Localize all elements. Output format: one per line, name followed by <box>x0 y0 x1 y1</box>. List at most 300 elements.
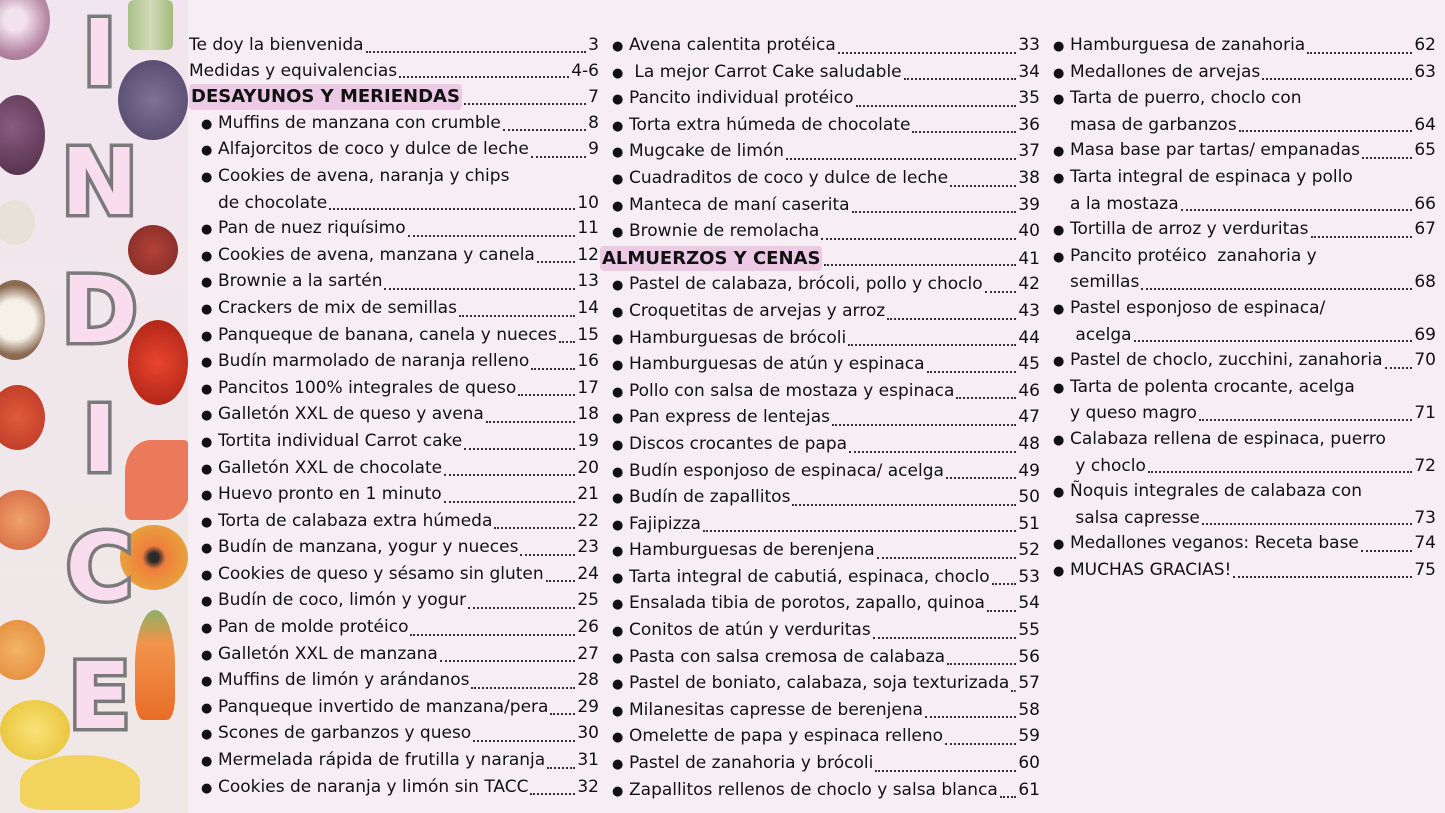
entry-title: Galletón XXL de manzana <box>218 643 438 664</box>
page-number: 33 <box>1018 35 1040 55</box>
entry-title: acelga <box>1070 324 1132 345</box>
index-entry <box>600 113 1040 140</box>
eggplant-illustration <box>0 95 45 175</box>
entry-title: DESAYUNOS Y MERIENDAS <box>189 84 462 110</box>
bullet-icon: ● <box>201 674 213 690</box>
page-number: 49 <box>1018 460 1040 481</box>
bullet-icon: ● <box>1053 380 1065 396</box>
page-number: 65 <box>1414 140 1436 161</box>
page-number: 48 <box>1018 433 1040 454</box>
leader-dots <box>873 637 1017 639</box>
entry-title: Conitos de atún y verduritas <box>629 620 871 641</box>
leader-dots <box>1181 209 1413 211</box>
leader-dots <box>518 394 575 396</box>
bullet-icon: ● <box>1053 170 1065 186</box>
entry-title: Omelette de papa y espinaca relleno <box>629 726 944 747</box>
bullet-icon: ● <box>612 703 624 719</box>
bullet-icon: ● <box>612 171 624 187</box>
bullet-icon: ● <box>201 434 213 450</box>
index-entry <box>600 751 1040 778</box>
index-entry <box>600 193 1040 220</box>
leader-dots <box>856 105 1017 107</box>
index-entry <box>600 698 1040 725</box>
bullet-icon: ● <box>612 517 624 533</box>
index-entry <box>189 588 599 615</box>
page-number: 39 <box>1018 194 1040 215</box>
entry-title: Hamburguesas de berenjena <box>629 540 875 561</box>
entry-title: Fajipizza <box>629 513 701 534</box>
leader-dots <box>703 530 1016 532</box>
index-entry <box>189 349 599 376</box>
bullet-icon: ● <box>201 275 213 291</box>
page-number: 40 <box>1018 221 1040 242</box>
leader-dots <box>531 368 575 370</box>
page-number: 63 <box>1414 61 1436 82</box>
peach-illustration <box>0 490 50 550</box>
entry-title: Mermelada rápida de frutilla y naranja <box>218 750 546 771</box>
bullet-icon: ● <box>1053 301 1065 317</box>
entry-title: Tortita individual Carrot cake <box>218 430 463 451</box>
bullet-icon: ● <box>612 730 624 746</box>
leader-dots <box>399 76 569 78</box>
page-number: 18 <box>577 404 599 425</box>
entry-title: Pastel esponjoso de espinaca/ <box>1070 297 1326 318</box>
page-number: 11 <box>577 218 599 239</box>
entry-title: Hamburguesas de atún y espinaca <box>629 354 925 375</box>
page-number: 25 <box>577 590 599 611</box>
index-entry <box>600 272 1040 299</box>
page-number: 50 <box>1018 487 1040 508</box>
entry-title: a la mostaza <box>1070 193 1179 214</box>
page-number: 10 <box>577 192 599 213</box>
index-entry <box>600 512 1040 539</box>
page-number: 27 <box>577 643 599 664</box>
bullet-icon: ● <box>1053 249 1065 265</box>
entry-title: Medallones de arvejas <box>1070 61 1261 82</box>
coconut-illustration <box>0 280 45 360</box>
bullet-icon: ● <box>612 624 624 640</box>
page-number: 26 <box>577 617 599 638</box>
entry-title: y queso magro <box>1070 403 1197 424</box>
entry-title: Pollo con salsa de mostaza y espinaca <box>629 380 955 401</box>
entry-title: Ensalada tibia de porotos, zapallo, quinoa <box>629 593 985 614</box>
page-number: 62 <box>1414 35 1436 55</box>
index-entry <box>1041 479 1436 506</box>
bullet-icon: ● <box>201 301 213 317</box>
bullet-icon: ● <box>612 92 624 108</box>
entry-title: Medallones veganos: Receta base <box>1070 533 1359 554</box>
entry-title: Galletón XXL de chocolate <box>218 457 443 478</box>
index-entry <box>189 535 599 562</box>
entry-title: Zapallitos rellenos de choclo y salsa blanca <box>629 779 998 800</box>
bullet-icon: ● <box>612 570 624 586</box>
entry-title: Pastel de choclo, zucchini, zanahoria <box>1070 350 1383 371</box>
index-entry <box>189 296 599 323</box>
page-number: 12 <box>577 244 599 265</box>
page-number: 61 <box>1018 779 1040 800</box>
leader-dots <box>792 504 1016 506</box>
leader-dots <box>927 371 1017 373</box>
bullet-icon: ● <box>201 567 213 583</box>
bullet-icon: ● <box>612 650 624 666</box>
page-number: 3 <box>588 35 599 55</box>
entry-title: Budín de zapallitos <box>629 487 791 508</box>
page-number: 37 <box>1018 141 1040 162</box>
entry-title: Galletón XXL de queso y avena <box>218 404 484 425</box>
title-letter: C <box>65 514 134 622</box>
bullet-icon: ● <box>201 222 213 238</box>
bullet-icon: ● <box>201 355 213 371</box>
index-entry <box>1041 138 1436 165</box>
entry-title: Pan de nuez riquísimo <box>218 218 406 239</box>
index-entry <box>600 618 1040 645</box>
index-entry <box>189 59 599 85</box>
page-number: 47 <box>1018 407 1040 428</box>
leader-dots <box>925 716 1016 718</box>
index-entry <box>1041 375 1436 402</box>
bullet-icon: ● <box>201 169 213 185</box>
page-number: 66 <box>1414 193 1436 214</box>
leader-dots <box>1141 288 1412 290</box>
index-entry <box>1041 217 1436 244</box>
index-entry <box>600 591 1040 618</box>
leader-dots <box>947 663 1016 665</box>
index-entry <box>600 60 1040 87</box>
index-entry <box>1041 113 1436 139</box>
entry-title: Cookies de avena, naranja y chips <box>218 165 510 186</box>
entry-title: Pancito protéico zanahoria y <box>1070 245 1317 266</box>
index-entry <box>189 615 599 642</box>
page-number: 9 <box>588 139 599 160</box>
bullet-icon: ● <box>612 65 624 81</box>
entry-title: Panqueque de banana, canela y nueces <box>218 324 557 345</box>
bullet-icon: ● <box>201 727 213 743</box>
leader-dots <box>848 344 1016 346</box>
page-number: 23 <box>577 537 599 558</box>
page-number: 21 <box>577 484 599 505</box>
bullet-icon: ● <box>1053 432 1065 448</box>
entry-title: Masa base par tartas/ empanadas <box>1070 140 1360 161</box>
index-entry <box>600 139 1040 166</box>
page-number: 45 <box>1018 354 1040 375</box>
index-entry <box>600 724 1040 751</box>
leader-dots <box>1239 130 1413 132</box>
title-letter: E <box>68 642 131 750</box>
page-number: 58 <box>1018 699 1040 720</box>
page-number: 20 <box>577 457 599 478</box>
leader-dots <box>956 397 1016 399</box>
index-entry <box>600 485 1040 512</box>
bullet-icon: ● <box>612 677 624 693</box>
leader-dots <box>1202 523 1412 525</box>
page-number: 34 <box>1018 61 1040 82</box>
entry-title: Mugcake de limón <box>629 141 784 162</box>
bullet-icon: ● <box>201 700 213 716</box>
entry-title: Tarta integral de cabutiá, espinaca, choclo <box>629 566 990 587</box>
entry-title: Manteca de maní caserita <box>629 194 850 215</box>
entry-title: Discos crocantes de papa <box>629 433 848 454</box>
leader-dots <box>530 793 575 795</box>
bullet-icon: ● <box>1053 354 1065 370</box>
page-number: 53 <box>1018 566 1040 587</box>
page-number: 31 <box>577 750 599 771</box>
index-entry <box>1041 60 1436 87</box>
entry-title: Tarta de puerro, choclo con <box>1070 88 1302 109</box>
index-entry <box>1041 506 1436 532</box>
onion-illustration <box>0 0 50 60</box>
bullet-icon: ● <box>201 594 213 610</box>
leader-dots <box>945 743 1016 745</box>
leader-dots <box>877 557 1017 559</box>
bullet-icon: ● <box>612 783 624 799</box>
entry-title: Cookies de naranja y limón sin TACC <box>218 776 529 797</box>
entry-title: La mejor Carrot Cake saludable <box>629 61 902 82</box>
index-entry <box>600 33 1040 60</box>
index-entry <box>189 191 599 217</box>
entry-title: MUCHAS GRACIAS! <box>1070 559 1232 580</box>
entry-title: Pastel de zanahoria y brócoli <box>629 753 874 774</box>
index-entry <box>600 565 1040 592</box>
index-entry <box>189 775 599 802</box>
leader-dots <box>1000 796 1017 798</box>
page-number: 35 <box>1018 88 1040 109</box>
bullet-icon: ● <box>201 461 213 477</box>
entry-title: Hamburguesas de brócoli <box>629 327 847 348</box>
entry-title: Medidas y equivalencias <box>189 60 398 81</box>
entry-title: Budín marmolado de naranja relleno <box>218 351 530 372</box>
page-number: 67 <box>1414 219 1436 240</box>
entry-title: Budín de coco, limón y yogur <box>218 590 467 611</box>
page-number: 59 <box>1018 726 1040 747</box>
page-number: 4-6 <box>571 60 599 81</box>
entry-title: Budín esponjoso de espinaca/ acelga <box>629 460 944 481</box>
entry-title: Tarta de polenta crocante, acelga <box>1070 376 1355 397</box>
bullet-icon: ● <box>1053 485 1065 501</box>
page-number: 74 <box>1414 533 1436 554</box>
leader-dots <box>1362 157 1412 159</box>
page-number: 29 <box>577 696 599 717</box>
page-number: 57 <box>1018 673 1040 694</box>
leader-dots <box>1311 236 1413 238</box>
page-number: 19 <box>577 430 599 451</box>
index-entry <box>600 299 1040 326</box>
title-letter: I <box>82 385 117 493</box>
index-entry <box>600 86 1040 113</box>
entry-title: Pan de molde protéico <box>218 617 409 638</box>
leader-dots <box>464 448 575 450</box>
index-entry <box>189 456 599 483</box>
entry-title: Pan express de lentejas <box>629 407 831 428</box>
index-entry <box>189 216 599 243</box>
page-number: 15 <box>577 324 599 345</box>
index-entry <box>1041 86 1436 113</box>
entry-title: Brownie de remolacha <box>629 221 820 242</box>
index-entry <box>1041 192 1436 218</box>
page-number: 44 <box>1018 327 1040 348</box>
bullet-icon: ● <box>201 408 213 424</box>
entry-title: ALMUERZOS Y CENAS <box>600 246 822 272</box>
leader-dots <box>531 156 586 158</box>
page-number: 73 <box>1414 507 1436 528</box>
index-entry <box>1041 296 1436 323</box>
page-number: 46 <box>1018 380 1040 401</box>
page-number: 54 <box>1018 593 1040 614</box>
index-entry <box>189 721 599 748</box>
bullet-icon: ● <box>612 384 624 400</box>
index-entry <box>600 326 1040 353</box>
bullet-icon: ● <box>612 198 624 214</box>
page-number: 42 <box>1018 274 1040 295</box>
page-number: 69 <box>1414 324 1436 345</box>
page-number: 17 <box>577 377 599 398</box>
leader-dots <box>550 713 575 715</box>
bullet-icon: ● <box>201 328 213 344</box>
bullet-icon: ● <box>201 381 213 397</box>
index-entry <box>189 668 599 695</box>
bullet-icon: ● <box>1053 39 1065 54</box>
leader-dots <box>329 208 575 210</box>
bullet-icon: ● <box>201 621 213 637</box>
indice-title <box>57 0 142 813</box>
page-number: 71 <box>1414 403 1436 424</box>
entry-title: Pasta con salsa cremosa de calabaza <box>629 646 946 667</box>
bullet-icon: ● <box>612 491 624 507</box>
bullet-icon: ● <box>201 754 213 770</box>
entry-title: Muffins de manzana con crumble <box>218 112 501 133</box>
section-heading <box>600 246 1040 273</box>
index-entry <box>1041 427 1436 454</box>
leader-dots <box>849 451 1016 453</box>
leader-dots <box>408 235 576 237</box>
title-letter: I <box>82 0 117 107</box>
leader-dots <box>1385 367 1413 369</box>
entry-title: Avena calentita protéica <box>629 35 836 55</box>
entry-title: Croquetitas de arvejas y arroz <box>629 300 886 321</box>
entry-title: Torta extra húmeda de chocolate <box>629 114 911 135</box>
index-entry <box>600 405 1040 432</box>
page-number: 75 <box>1414 559 1436 580</box>
leader-dots <box>468 607 575 609</box>
entry-title: Budín de manzana, yogur y nueces <box>218 537 519 558</box>
page-number: 13 <box>577 271 599 292</box>
leader-dots <box>410 634 575 636</box>
leader-dots <box>494 527 575 529</box>
page-number: 38 <box>1018 167 1040 188</box>
index-entry <box>600 538 1040 565</box>
leader-dots <box>875 770 1016 772</box>
bullet-icon: ● <box>1053 537 1065 553</box>
page-number: 70 <box>1414 350 1436 371</box>
leader-dots <box>503 129 586 131</box>
index-entry <box>600 432 1040 459</box>
index-entry <box>600 645 1040 672</box>
leader-dots <box>786 158 1016 160</box>
entry-title: Ñoquis integrales de calabaza con <box>1070 481 1362 502</box>
entry-title: Pancito individual protéico <box>629 88 854 109</box>
bullet-icon: ● <box>201 514 213 530</box>
entry-title: Tortilla de arroz y verduritas <box>1070 219 1309 240</box>
page-number: 52 <box>1018 540 1040 561</box>
index-entry <box>189 323 599 350</box>
page-number: 56 <box>1018 646 1040 667</box>
leader-dots <box>950 185 1016 187</box>
entry-title: Torta de calabaza extra húmeda <box>218 510 493 531</box>
leader-dots <box>1011 690 1016 692</box>
index-entry <box>189 695 599 722</box>
leader-dots <box>1307 52 1412 54</box>
bullet-icon: ● <box>1053 563 1065 579</box>
index-column-1 <box>189 33 599 801</box>
page-number: 68 <box>1414 272 1436 293</box>
index-entry <box>1041 270 1436 296</box>
leader-dots <box>1199 419 1412 421</box>
entry-title: Milanesitas capresse de berenjena <box>629 699 924 720</box>
bullet-icon: ● <box>612 358 624 374</box>
leader-dots <box>559 341 575 343</box>
page-number: 41 <box>1018 248 1040 269</box>
leader-dots <box>821 238 1016 240</box>
bullet-icon: ● <box>201 143 213 159</box>
index-entry <box>600 166 1040 193</box>
decorative-sidebar <box>0 0 188 813</box>
leader-dots <box>546 580 576 582</box>
entry-title: y choclo <box>1070 455 1146 476</box>
entry-title: Muffins de limón y arándanos <box>218 670 470 691</box>
entry-title: masa de garbanzos <box>1070 114 1237 135</box>
bullet-icon: ● <box>612 39 624 54</box>
leader-dots <box>444 474 575 476</box>
leader-dots <box>473 740 575 742</box>
index-entry <box>1041 401 1436 427</box>
leader-dots <box>987 610 1016 612</box>
leader-dots <box>912 131 1016 133</box>
title-letter: D <box>61 257 138 365</box>
bullet-icon: ● <box>612 437 624 453</box>
leader-dots <box>1262 78 1412 80</box>
page-number: 8 <box>588 112 599 133</box>
index-entry <box>600 352 1040 379</box>
leader-dots <box>1148 471 1412 473</box>
entry-title: semillas <box>1070 272 1140 293</box>
page-number: 14 <box>577 297 599 318</box>
leader-dots <box>444 501 576 503</box>
bullet-icon: ● <box>612 331 624 347</box>
index-entry <box>600 379 1040 406</box>
page-number: 55 <box>1018 620 1040 641</box>
index-entry <box>189 137 599 164</box>
page-number: 64 <box>1414 114 1436 135</box>
bullet-icon: ● <box>201 488 213 504</box>
entry-title: Tarta integral de espinaca y pollo <box>1070 166 1353 187</box>
entry-title: Alfajorcitos de coco y dulce de leche <box>218 139 529 160</box>
leader-dots <box>904 78 1017 80</box>
bullet-icon: ● <box>201 647 213 663</box>
entry-title: Pastel de calabaza, brócoli, pollo y choclo <box>629 274 983 295</box>
leader-dots <box>992 583 1017 585</box>
page-number: 28 <box>577 670 599 691</box>
mushroom-illustration <box>0 200 35 245</box>
bullet-icon: ● <box>612 278 624 294</box>
bullet-icon: ● <box>612 118 624 134</box>
apple-illustration <box>0 385 45 450</box>
page-number: 43 <box>1018 300 1040 321</box>
entry-title: Te doy la bienvenida <box>189 35 364 55</box>
page-number: 24 <box>577 563 599 584</box>
leader-dots <box>459 315 575 317</box>
page-number: 32 <box>577 776 599 797</box>
bullet-icon: ● <box>612 597 624 613</box>
index-entry <box>189 376 599 403</box>
